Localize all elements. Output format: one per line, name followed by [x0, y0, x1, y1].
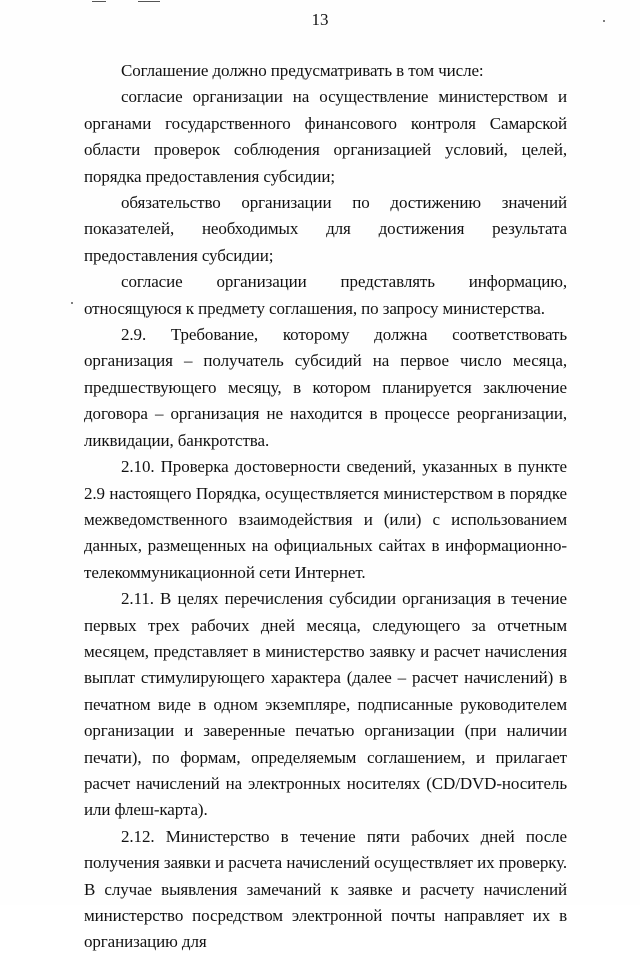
- paragraph-2-12: 2.12. Министерство в течение пяти рабочих дней после получения заявки и расчета начислений осуществляет их проверку. В случае выявления замечаний к заявке и расчету начислений министерство посредством электронной почты направляет их в организацию для: [84, 826, 567, 952]
- page-number: 13: [311, 10, 329, 29]
- paragraph-obligation-indicators: обязательство организации по достижению значений показателей, необходимых для достижения результата предоставления субсидии;: [84, 193, 567, 265]
- document-body: [84, 58, 567, 956]
- paragraph-2-10: 2.10. Проверка достоверности сведений, указанных в пункте 2.9 настоящего Порядка, осуществляется министерством в порядке межведомственного взаимодействия и (или) с использованием данных, размещенных на официальных сайтах в информационно-телекоммуникационной сети Интернет.: [84, 457, 567, 582]
- paragraph-consent-inspections: согласие организации на осуществление министерством и органами государственного финансового контроля Самарской области проверок соблюдения организацией условий, целей, порядка предоставления субсидии;: [84, 87, 567, 186]
- paragraph-agreement-intro: Соглашение должно предусматривать в том числе:: [121, 61, 484, 80]
- paragraph-2-11: 2.11. В целях перечисления субсидии организация в течение первых трех рабочих дней месяца, следующего за отчетным месяцем, представляет в министерство заявку и расчет начисления выплат стимулирующего характера (далее – расчет начислений) в печатном виде в одном экземпляре, подписанные руководителем организации и заверенные печатью организации (при наличии печати), по формам, определяемым соглашением, и прилагает расчет начислений на электронных носителях (CD/DVD-носитель или флеш-карта).: [84, 589, 567, 820]
- scan-artifact: [71, 302, 73, 304]
- scan-artifact: [138, 1, 160, 2]
- paragraph-consent-information: согласие организации представлять информацию, относящуюся к предмету соглашения, по запросу министерства.: [84, 272, 567, 318]
- paragraph-2-9: 2.9. Требование, которому должна соответствовать организация – получатель субсидий на первое число месяца, предшествующего месяцу, в котором планируется заключение договора – организация не находится в процессе реорганизации, ликвидации, банкротства.: [84, 325, 567, 450]
- scan-artifact: [92, 1, 106, 2]
